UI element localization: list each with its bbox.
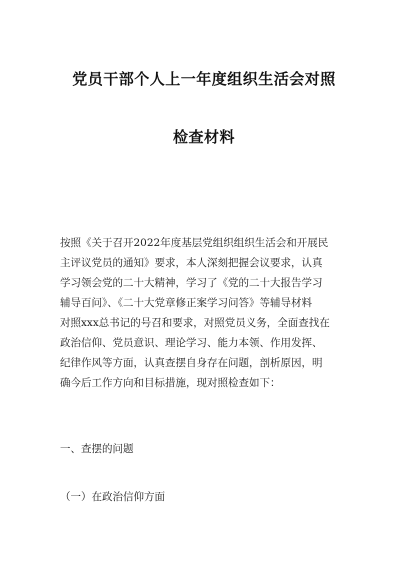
subsection-heading: （一）在政治信仰方面	[60, 491, 165, 503]
paragraph-line: 对照xxx总书记的号召和要求，对照党员义务，全面查找在	[60, 317, 330, 329]
paragraph-line: 辅导百问》、《二十大党章修正案学习问答》等辅导材料	[60, 297, 312, 309]
document-title-line2: 检查材料	[172, 128, 235, 146]
paragraph-line: 学习领会党的二十大精神，学习了《党的二十大报告学习	[60, 277, 323, 289]
paragraph-line: 按照《关于召开2022年度基层党组织组织生活会和开展民	[60, 237, 329, 249]
intro-paragraph	[60, 233, 352, 393]
paragraph-line: 主评议党员的通知》要求，本人深刻把握会议要求，认真	[60, 257, 323, 269]
paragraph-line: 政治信仰、党员意识、理论学习、能力本领、作用发挥、	[60, 337, 323, 349]
section-heading: 一、查摆的问题	[60, 443, 134, 455]
document-title-line1: 党员干部个人上一年度组织生活会对照	[72, 70, 336, 88]
paragraph-line: 纪律作风等方面，认真查摆自身存在问题，剖析原因，明	[60, 357, 323, 369]
paragraph-line: 确今后工作方向和目标措施，现对照检查如下：	[60, 377, 281, 389]
